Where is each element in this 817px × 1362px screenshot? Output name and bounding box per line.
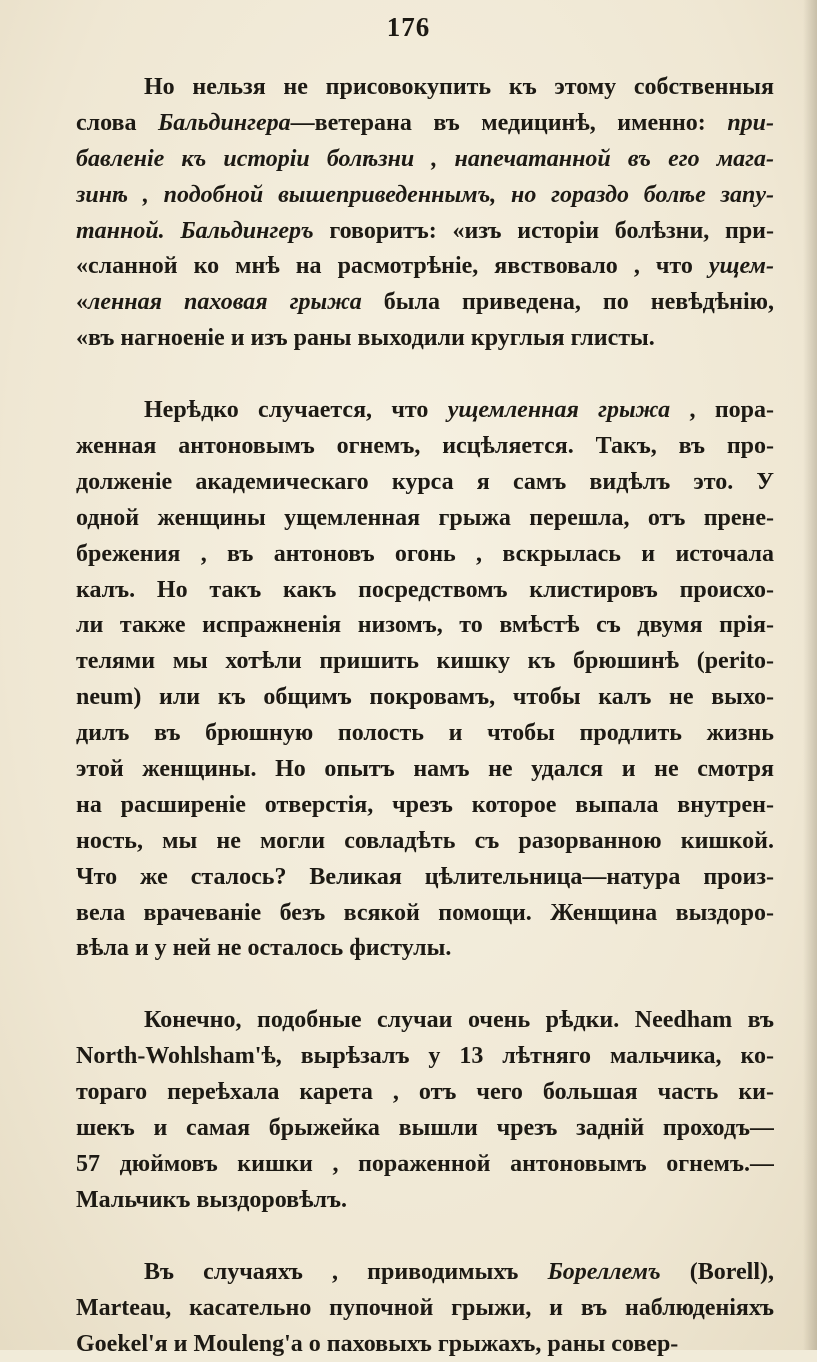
text-segment: брежения , въ антоновъ огонь , вскрылась и источала [76, 541, 774, 567]
paragraph [76, 1003, 774, 1218]
text-line [76, 429, 774, 465]
italic-text: танной. Бальдингеръ [76, 218, 314, 244]
italic-text: при- [727, 110, 774, 136]
text-line [76, 860, 774, 896]
text-segment: « [76, 289, 88, 315]
text-line [76, 321, 774, 357]
text-segment: Въ случаяхъ , приводимыхъ [144, 1259, 548, 1285]
italic-text: зинѣ , подобной вышеприведеннымъ, но гораздо болѣе запу- [76, 182, 774, 208]
text-segment: одной женщины ущемленная грыжа перешла, отъ прене- [76, 505, 774, 531]
text-segment: вѣла и у ней не осталось фистулы. [76, 935, 451, 961]
italic-text: ленная паховая грыжа [88, 289, 362, 315]
paragraph [76, 70, 774, 357]
text-segment: 57 дюймовъ кишки , пораженной антоновымъ огнемъ.— [76, 1151, 774, 1177]
text-segment: вела врачеваніе безъ всякой помощи. Женщина выздоро- [76, 900, 774, 926]
body-text [76, 70, 774, 1362]
text-line [76, 680, 774, 716]
text-line [76, 285, 774, 321]
text-line [76, 1255, 774, 1291]
text-line [76, 752, 774, 788]
text-segment: слова [76, 110, 158, 136]
text-segment: —ветерана въ медицинѣ, именно: [291, 110, 728, 136]
text-segment: на расширеніе отверстія, чрезъ которое выпала внутрен- [76, 792, 774, 818]
paragraph-gap [76, 357, 774, 393]
text-line [76, 537, 774, 573]
paragraph-gap [76, 967, 774, 1003]
text-segment: Нерѣдко случается, что [144, 397, 448, 423]
text-line [76, 573, 774, 609]
text-segment: дилъ въ брюшную полость и чтобы продлить жизнь [76, 720, 774, 746]
paragraph [76, 1255, 774, 1362]
text-segment: Конечно, подобные случаи очень рѣдки. Needham въ [144, 1007, 774, 1033]
text-line [76, 1183, 774, 1219]
italic-text: бавленіе къ исторіи болѣзни , напечатанной въ его мага- [76, 146, 774, 172]
text-segment: North-Wohlsham'ѣ, вырѣзалъ у 13 лѣтняго мальчика, ко- [76, 1043, 774, 1069]
text-segment: Но нельзя не присовокупить къ этому собственныя [144, 74, 774, 100]
text-segment: женная антоновымъ огнемъ, исцѣляется. Такъ, въ про- [76, 433, 774, 459]
text-line [76, 1291, 774, 1327]
text-segment: Мальчикъ выздоровѣлъ. [76, 1187, 347, 1213]
text-segment: телями мы хотѣли пришить кишку къ брюшинѣ (perito- [76, 648, 774, 674]
text-line [76, 896, 774, 932]
text-line [76, 249, 774, 285]
text-segment: «сланной ко мнѣ на расмотрѣніе, явствовало , что [76, 253, 709, 279]
text-line [76, 214, 774, 250]
italic-text: Бальдингера [158, 110, 291, 136]
text-segment: была приведена, по невѣдѣнію, [362, 289, 774, 315]
text-segment: ность, мы не могли совладѣть съ разорванною кишкой. [76, 828, 774, 854]
italic-text: ущемленная грыжа [448, 397, 670, 423]
text-line [76, 1327, 774, 1362]
text-line [76, 106, 774, 142]
text-line [76, 716, 774, 752]
italic-text: Бореллемъ [548, 1259, 661, 1285]
text-segment: говоритъ: «изъ исторіи болѣзни, при- [314, 218, 774, 244]
text-line [76, 465, 774, 501]
italic-text: ущем- [709, 253, 774, 279]
text-segment: Что же сталось? Великая цѣлительница—натура произ- [76, 864, 774, 890]
text-segment: этой женщины. Но опытъ намъ не удался и не смотря [76, 756, 774, 782]
text-segment: neum) или къ общимъ покровамъ, чтобы калъ не выхо- [76, 684, 774, 710]
text-line [76, 824, 774, 860]
text-line [76, 931, 774, 967]
page-spine-shadow [803, 0, 817, 1350]
text-segment: долженіе академическаго курса я самъ видѣлъ это. У [76, 469, 774, 495]
page-number: 176 [0, 12, 817, 43]
text-segment: Marteau, касательно пупочной грыжи, и въ наблюденіяхъ [76, 1295, 774, 1321]
text-line [76, 1147, 774, 1183]
text-line [76, 1003, 774, 1039]
text-segment: ли также испражненія низомъ, то вмѣстѣ съ двумя прія- [76, 612, 774, 638]
text-segment: тораго переѣхала карета , отъ чего большая часть ки- [76, 1079, 774, 1105]
text-segment: шекъ и самая брыжейка вышли чрезъ задній проходъ— [76, 1115, 774, 1141]
text-line [76, 142, 774, 178]
text-line [76, 1075, 774, 1111]
text-segment: калъ. Но такъ какъ посредствомъ клистировъ происхо- [76, 577, 774, 603]
text-segment: Goekel'я и Mouleng'а о паховыхъ грыжахъ, раны совер- [76, 1331, 678, 1357]
text-segment: , пора- [670, 397, 774, 423]
text-line [76, 70, 774, 106]
text-line [76, 393, 774, 429]
text-line [76, 1111, 774, 1147]
text-line [76, 501, 774, 537]
text-line [76, 1039, 774, 1075]
text-line [76, 178, 774, 214]
paragraph [76, 393, 774, 967]
text-line [76, 788, 774, 824]
text-segment: «въ нагноеніе и изъ раны выходили круглыя глисты. [76, 325, 655, 351]
paragraph-gap [76, 1219, 774, 1255]
text-line [76, 644, 774, 680]
text-line [76, 608, 774, 644]
text-segment: (Borell), [661, 1259, 774, 1285]
